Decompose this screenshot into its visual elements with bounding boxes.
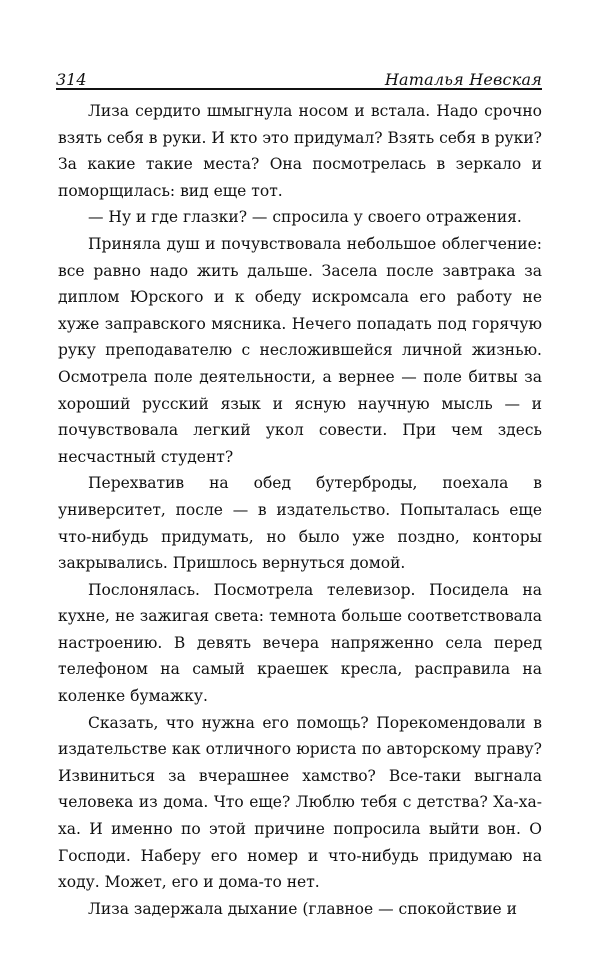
page-number: 314: [56, 70, 87, 89]
paragraph: Перехватив на обед бутерброды, поехала в университет, после — в издательство. Попыталась еще что-нибудь придумать, но было уже поздно, конторы закрывались. Пришлось вернуться домой.: [58, 474, 542, 573]
paragraph: Послонялась. Посмотрела телевизор. Посидела на кухне, не зажигая света: темнота больше соответствовала настроению. В девять вечера напряженно села перед телефоном на самый краешек кресла, расправила на коленке бумажку.: [58, 580, 542, 706]
paragraph: — Ну и где глазки? — спросила у своего отражения.: [88, 208, 522, 227]
header-author: Наталья Невская: [384, 70, 542, 89]
paragraph: Приняла душ и почувствовала небольшое облегчение: все равно надо жить дальше. Засела после завтрака за диплом Юрского и к обеду искромсала его работу не хуже заправского мясника. Нечего попадать под горячую руку преподавателю с несложившейся личной жизнью. Осмотрела поле деятельности, а вернее — поле битвы за хороший русский язык и ясную научную мысль — и почувствовала легкий укол совести. При чем здесь несчастный студент?: [58, 234, 542, 466]
running-head: [56, 64, 542, 90]
paragraph: Лиза сердито шмыгнула носом и встала. Надо срочно взять себя в руки. И кто это придумал? Взять себя в руки? За какие такие места? Она посмотрелась в зеркало и поморщилась: вид еще тот.: [58, 102, 542, 200]
paragraph: Лиза задержала дыхание (главное — спокойствие и: [88, 899, 517, 918]
body-text: [58, 98, 542, 922]
header-rule: [56, 88, 542, 90]
paragraph: Сказать, что нужна его помощь? Порекомендовали в издательстве как отличного юриста по авторскому праву? Извиниться за вчерашнее хамство? Все-таки выгнала человека из дома. Что еще? Люблю тебя с детства? Ха-ха-ха. И именно по этой причине попросила выйти вон. О Господи. Наберу его номер и что-нибудь придумаю на ходу. Может, его и дома-то нет.: [58, 713, 542, 892]
